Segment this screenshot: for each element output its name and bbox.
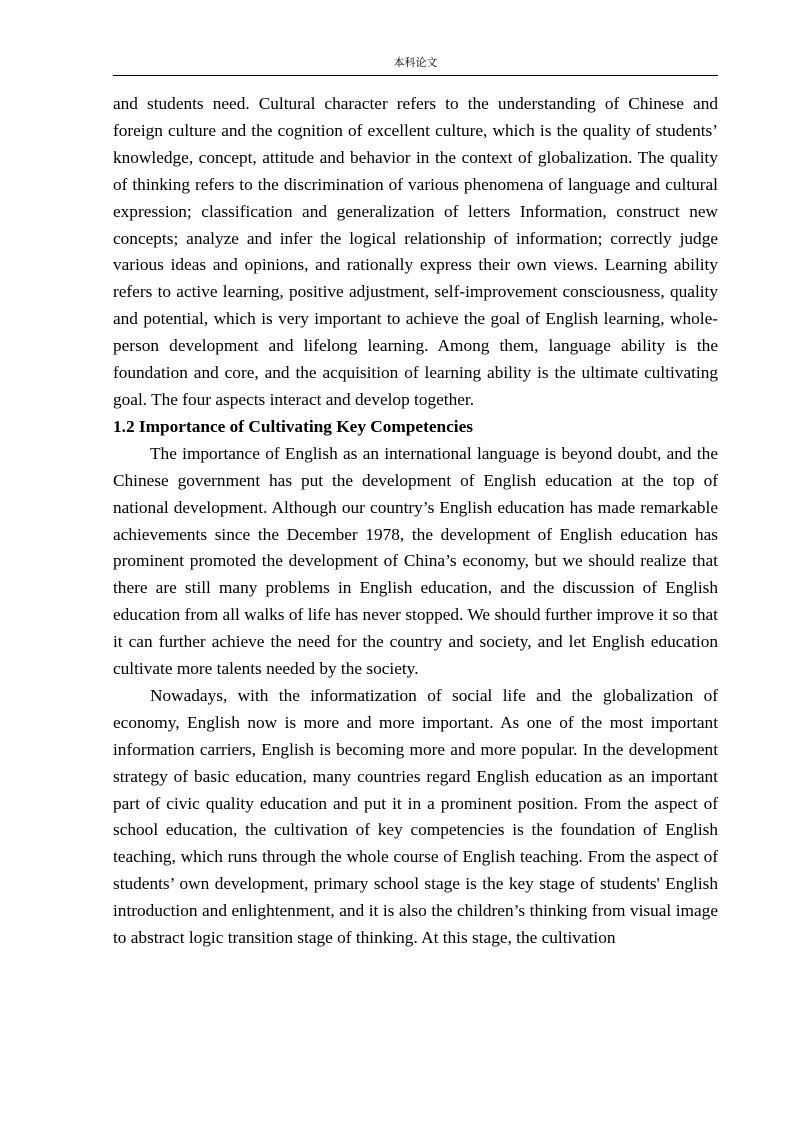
body-paragraph: and students need. Cultural character refers to the understanding of Chinese and foreign culture and the cognition of excellent culture, which is the quality of students’ knowledge, concept, attitude and behavior in the context of globalization. The quality of thinking refers to the discrimination of various phenomena of language and cultural expression; classification and generalization of letters Information, construct new concepts; analyze and infer the logical relationship of information; correctly judge various ideas and opinions, and rationally express their own views. Learning ability refers to active learning, positive adjustment, self-improvement consciousness, quality and potential, which is very important to achieve the goal of English learning, whole-person development and lifelong learning. Among them, language ability is the foundation and core, and the acquisition of learning ability is the ultimate cultivating goal. The four aspects interact and develop together. <box>113 94 718 409</box>
body-paragraph: Nowadays, with the informatization of social life and the globalization of economy, English now is more and more important. As one of the most important information carriers, English is becoming more and more popular. In the development strategy of basic education, many countries regard English education as an important part of civic quality education and put it in a prominent position. From the aspect of school education, the cultivation of key competencies is the foundation of English teaching, which runs through the whole course of English teaching. From the aspect of students’ own development, primary school stage is the key stage of students' English introduction and enlightenment, and it is also the children’s thinking from visual image to abstract logic transition stage of thinking. At this stage, the cultivation <box>113 685 718 948</box>
header-title: 本科论文 <box>393 56 438 69</box>
body-paragraph: The importance of English as an international language is beyond doubt, and the Chinese government has put the development of English education at the top of national development. Although our country’s English education has made remarkable achievements since the December 1978, the development of English education has prominent promoted the development of China’s economy, but we should realize that there are still many problems in English education, and the discussion of English education from all walks of life has never stopped. We should further improve it so that it can further achieve the need for the country and society, and let English education cultivate more talents needed by the society. <box>113 443 718 679</box>
page-header <box>113 56 718 76</box>
page-body <box>113 91 718 952</box>
section-heading: 1.2 Importance of Cultivating Key Competencies <box>113 416 473 436</box>
